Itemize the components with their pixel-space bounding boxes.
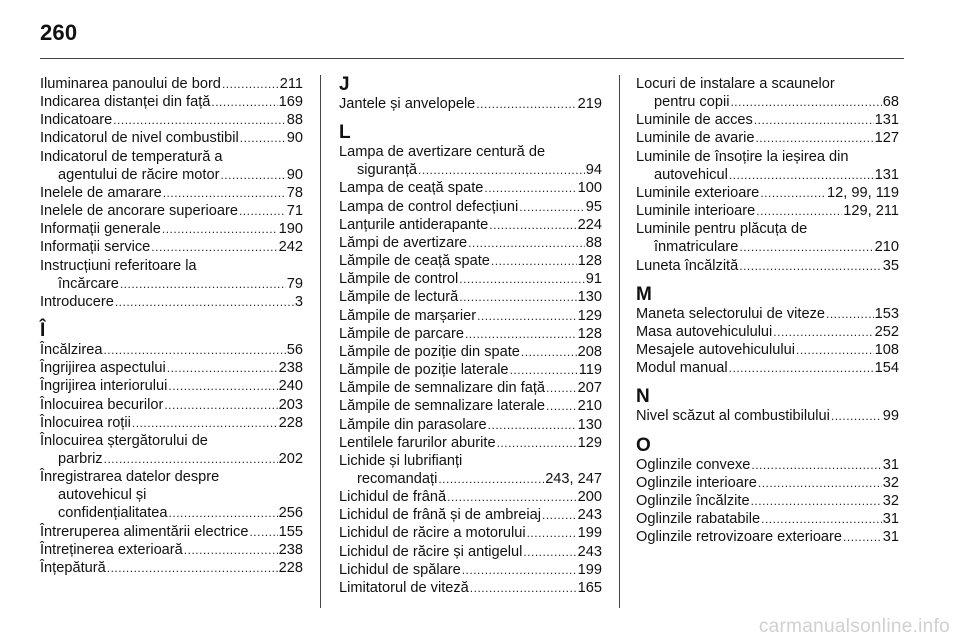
index-entry-page: 32: [882, 492, 899, 509]
dot-leader: [754, 111, 874, 129]
dot-leader: [843, 528, 882, 546]
index-entry-text: Înregistrarea datelor despre: [40, 469, 220, 486]
index-entry-text: Indicatorul de nivel combustibil: [40, 130, 239, 147]
column-divider: [320, 75, 321, 608]
index-entry: [339, 143, 602, 179]
dot-leader: [739, 257, 882, 275]
index-entry-page: 108: [874, 342, 899, 359]
index-entry-page: 31: [882, 529, 899, 546]
dot-leader: [462, 561, 577, 579]
index-entry-text: Lămpi de avertizare: [339, 234, 468, 251]
index-entry-page: 243, 247: [545, 470, 602, 487]
index-entry-text: confidențialitatea: [58, 505, 168, 522]
index-entry: [40, 220, 303, 238]
dot-leader: [107, 559, 278, 577]
index-entry: [40, 111, 303, 129]
dot-leader: [510, 361, 578, 379]
index-entry-text: agentului de răcire motor: [58, 166, 220, 183]
index-entry: [40, 468, 303, 522]
index-entry-page: 203: [278, 396, 303, 413]
index-entry-text: Iluminarea panoului de bord: [40, 76, 221, 92]
index-entry-text: Lichidul de răcire și antigelul: [339, 543, 523, 560]
dot-leader: [168, 377, 277, 395]
dot-leader: [164, 396, 277, 414]
index-entry-page: 208: [577, 343, 602, 360]
index-entry: [40, 148, 303, 184]
index-column-2: [339, 75, 602, 597]
index-entry-page: 199: [577, 525, 602, 542]
index-entry-page: 128: [577, 325, 602, 342]
index-entry-page: 56: [286, 342, 303, 359]
index-entry: [636, 75, 899, 111]
index-entry: [636, 184, 899, 202]
index-entry: [339, 434, 602, 452]
index-entry-text: încărcare: [58, 275, 119, 292]
dot-leader: [729, 166, 874, 184]
index-entry-text: siguranță: [357, 162, 418, 179]
index-entry: [636, 202, 899, 220]
dot-leader: [761, 510, 882, 528]
dot-leader: [418, 161, 585, 179]
index-letter-heading: Î: [40, 320, 46, 342]
index-entry-text: Oglinzile încălzite: [636, 492, 750, 509]
index-entry: [636, 407, 899, 425]
index-letter-heading: O: [636, 434, 651, 456]
index-entry: [40, 523, 303, 541]
index-entry-page: 12, 99, 119: [827, 184, 899, 201]
dot-leader: [758, 474, 882, 492]
dot-leader: [151, 238, 277, 256]
index-entry-page: 31: [882, 456, 899, 473]
index-entry-page: 200: [577, 489, 602, 506]
index-entry: [339, 216, 602, 234]
index-entry-text: Luminile de acces: [636, 112, 753, 129]
index-entry-page: 252: [874, 323, 899, 340]
dot-leader: [796, 341, 874, 359]
index-entry-text: Lămpile de marșarier: [339, 307, 477, 324]
header-rule: [40, 58, 904, 59]
index-entry-text: Indicatorul de temperatură a: [40, 148, 223, 165]
dot-leader: [826, 305, 874, 323]
index-entry-page: 199: [577, 561, 602, 578]
index-entry-page: 242: [278, 239, 303, 256]
dot-leader: [755, 129, 873, 147]
column-divider: [619, 75, 620, 608]
index-entry: [636, 129, 899, 147]
index-entry-page: 240: [278, 378, 303, 395]
index-entry: [40, 293, 303, 311]
dot-leader: [169, 504, 278, 522]
index-entry: [40, 202, 303, 220]
dot-leader: [739, 238, 873, 256]
index-entry-page: 79: [286, 275, 303, 292]
index-entry: [636, 456, 899, 474]
dot-leader: [527, 524, 577, 542]
dot-leader: [542, 506, 577, 524]
index-entry-page: 228: [278, 414, 303, 431]
index-entry: [40, 184, 303, 202]
dot-leader: [489, 216, 576, 234]
index-entry-page: 94: [585, 162, 602, 179]
index-entry-text: Lămpile de lectură: [339, 289, 459, 306]
dot-leader: [773, 323, 873, 341]
index-entry-page: 130: [577, 416, 602, 433]
index-entry-text: Modul manual: [636, 360, 728, 377]
index-entry-page: 91: [585, 271, 602, 288]
index-entry-page: 90: [286, 166, 303, 183]
index-entry-text: Jantele și anvelopele: [339, 96, 476, 112]
index-entry: [40, 129, 303, 147]
dot-leader: [459, 288, 576, 306]
dot-leader: [497, 434, 577, 452]
index-letter-heading: N: [636, 386, 650, 408]
index-entry-page: 35: [882, 257, 899, 274]
dot-leader: [521, 343, 577, 361]
dot-leader: [831, 407, 882, 425]
index-letter-heading: J: [339, 74, 350, 95]
index-entry-text: Maneta selectorului de viteze: [636, 305, 826, 322]
index-entry-text: Încălzirea: [40, 342, 103, 359]
index-entry-page: 71: [286, 203, 303, 220]
index-entry-page: 210: [874, 239, 899, 256]
index-entry: [339, 198, 602, 216]
dot-leader: [249, 523, 277, 541]
index-entry: [339, 452, 602, 488]
dot-leader: [459, 270, 585, 288]
dot-leader: [484, 179, 576, 197]
dot-leader: [488, 416, 577, 434]
index-entry: [636, 148, 899, 184]
index-entry-text: Oglinzile interioare: [636, 474, 757, 491]
index-entry: [339, 416, 602, 434]
dot-leader: [438, 470, 544, 488]
dot-leader: [476, 95, 576, 113]
index-entry-page: 3: [294, 293, 303, 310]
index-column-1: [40, 75, 303, 577]
dot-leader: [465, 325, 577, 343]
index-entry: [40, 93, 303, 111]
index-entry: [636, 492, 899, 510]
index-entry: [339, 524, 602, 542]
index-entry: [339, 307, 602, 325]
index-entry-text: Masa autovehiculului: [636, 323, 773, 340]
index-entry-text: Introducere: [40, 293, 114, 310]
index-entry-text: Lămpile de semnalizare laterale: [339, 398, 546, 415]
index-entry: [40, 396, 303, 414]
index-entry-page: 207: [577, 380, 602, 397]
dot-leader: [491, 252, 577, 270]
dot-leader: [240, 129, 286, 147]
index-entry-text: Luminile pentru plăcuța de: [636, 221, 808, 238]
index-entry-text: Informații generale: [40, 221, 161, 238]
index-entry-text: Luminile exterioare: [636, 184, 760, 201]
index-entry-text: Lămpile de parcare: [339, 325, 464, 342]
index-entry-page: 228: [278, 559, 303, 576]
dot-leader: [546, 379, 577, 397]
index-entry: [339, 379, 602, 397]
index-entry-text: Nivel scăzut al combustibilului: [636, 408, 830, 425]
index-entry: [40, 238, 303, 256]
dot-leader: [729, 359, 874, 377]
index-entry-text: Lampa de control defecțiuni: [339, 198, 519, 215]
dot-leader: [519, 198, 584, 216]
index-entry-text: Lămpile de poziție laterale: [339, 362, 509, 379]
dot-leader: [751, 492, 882, 510]
dot-leader: [751, 456, 881, 474]
index-entry: [339, 543, 602, 561]
dot-leader: [477, 307, 577, 325]
index-entry: [636, 341, 899, 359]
index-entry: [339, 579, 602, 597]
dot-leader: [239, 202, 286, 220]
index-entry-page: 129, 211: [843, 203, 899, 220]
index-entry-page: 88: [585, 234, 602, 251]
dot-leader: [103, 341, 285, 359]
index-entry-page: 153: [874, 305, 899, 322]
index-entry-page: 99: [882, 408, 899, 425]
index-entry-page: 210: [577, 398, 602, 415]
dot-leader: [760, 184, 826, 202]
index-entry-text: Lichide și lubrifianți: [339, 452, 463, 469]
index-entry-text: Lămpile de control: [339, 271, 459, 288]
index-entry-page: 190: [278, 221, 303, 238]
dot-leader: [115, 293, 294, 311]
index-entry-page: 219: [577, 96, 602, 112]
index-entry-text: Inelele de ancorare superioare: [40, 203, 238, 220]
index-entry-text: Lichidul de răcire a motorului: [339, 525, 526, 542]
index-entry-text: Luneta încălzită: [636, 257, 739, 274]
index-entry-text: Luminile de însoțire la ieșirea din: [636, 148, 849, 165]
dot-leader: [113, 111, 286, 129]
index-entry-text: Oglinzile rabatabile: [636, 510, 761, 527]
index-entry-text: parbriz: [58, 450, 103, 467]
index-entry: [40, 257, 303, 293]
index-entry: [40, 359, 303, 377]
index-entry-text: Inelele de amarare: [40, 184, 162, 201]
index-entry-text: Informații service: [40, 239, 151, 256]
index-entry: [339, 325, 602, 343]
index-entry-page: 130: [577, 289, 602, 306]
index-entry-text: Lentilele farurilor aburite: [339, 434, 496, 451]
index-entry: [339, 234, 602, 252]
index-entry: [339, 488, 602, 506]
index-entry-text: Luminile de avarie: [636, 130, 755, 147]
index-entry-page: 31: [882, 510, 899, 527]
index-entry: [339, 95, 602, 113]
dot-leader: [184, 541, 278, 559]
index-entry: [40, 541, 303, 559]
index-entry-page: 127: [874, 130, 899, 147]
index-entry-text: Întreținerea exterioară: [40, 541, 183, 558]
index-entry-text: Înțepătură: [40, 559, 106, 576]
index-entry-text: recomandați: [357, 470, 438, 487]
page-number: 260: [40, 20, 78, 45]
index-entry-page: 88: [286, 112, 303, 129]
dot-leader: [211, 93, 277, 111]
index-entry: [339, 397, 602, 415]
index-entry-text: Lanțurile antiderapante: [339, 216, 489, 233]
dot-leader: [132, 414, 278, 432]
index-column-3: [636, 75, 899, 546]
index-letter-heading: M: [636, 283, 652, 305]
index-entry-text: Lampa de ceață spate: [339, 180, 484, 197]
index-entry: [339, 270, 602, 288]
index-entry-text: Lămpile de semnalizare din față: [339, 380, 546, 397]
index-entry-text: Oglinzile convexe: [636, 456, 751, 473]
index-entry-text: Limitatorul de viteză: [339, 579, 469, 596]
index-entry-page: 211: [279, 76, 303, 92]
index-entry-page: 238: [278, 541, 303, 558]
dot-leader: [167, 359, 278, 377]
index-entry: [40, 432, 303, 468]
index-entry-text: Instrucțiuni referitoare la: [40, 257, 197, 274]
index-entry-text: autovehicul și: [58, 487, 147, 504]
dot-leader: [730, 93, 881, 111]
index-entry-page: 131: [874, 166, 899, 183]
index-entry: [636, 359, 899, 377]
index-entry-text: Indicarea distanței din față: [40, 94, 211, 111]
index-entry-text: Îngrijirea interiorului: [40, 378, 168, 395]
index-entry-text: autovehicul: [654, 166, 728, 183]
index-entry: [339, 343, 602, 361]
index-entry-text: Locuri de instalare a scaunelor: [636, 76, 835, 92]
dot-leader: [546, 397, 577, 415]
index-entry: [636, 305, 899, 323]
index-entry-text: Lămpile de poziție din spate: [339, 343, 520, 360]
index-entry-text: Lichidul de spălare: [339, 561, 461, 578]
index-entry: [636, 111, 899, 129]
index-entry: [339, 506, 602, 524]
dot-leader: [523, 543, 576, 561]
index-entry-page: 129: [577, 434, 602, 451]
index-entry: [339, 561, 602, 579]
index-entry-page: 95: [585, 198, 602, 215]
index-entry-page: 131: [874, 112, 899, 129]
index-entry: [636, 220, 899, 256]
index-entry-page: 129: [577, 307, 602, 324]
index-entry: [40, 377, 303, 395]
dot-leader: [468, 234, 585, 252]
index-entry: [40, 341, 303, 359]
index-entry-page: 165: [577, 579, 602, 596]
index-entry-text: Îngrijirea aspectului: [40, 360, 166, 377]
index-entry-page: 154: [874, 360, 899, 377]
index-entry-text: Înlocuirea ștergătorului de: [40, 432, 208, 449]
index-entry-page: 243: [577, 543, 602, 560]
index-entry: [636, 528, 899, 546]
index-entry: [40, 75, 303, 93]
dot-leader: [162, 220, 278, 238]
index-entry: [339, 179, 602, 197]
index-entry: [636, 323, 899, 341]
index-entry-page: 128: [577, 253, 602, 270]
index-entry-text: Mesajele autovehiculului: [636, 342, 796, 359]
index-entry-page: 100: [577, 180, 602, 197]
watermark-text: carmanualsonline.info: [758, 616, 950, 637]
index-letter-heading: L: [339, 122, 351, 144]
index-entry-text: Indicatoare: [40, 112, 113, 129]
index-entry-page: 78: [286, 184, 303, 201]
dot-leader: [220, 166, 285, 184]
index-entry-page: 155: [278, 523, 303, 540]
index-entry-text: Înlocuirea becurilor: [40, 396, 164, 413]
index-entry-text: Lichidul de frână: [339, 489, 447, 506]
index-entry-text: Luminile interioare: [636, 203, 756, 220]
index-entry-page: 243: [577, 507, 602, 524]
index-entry-text: Oglinzile retrovizoare exterioare: [636, 529, 843, 546]
index-entry-text: Lămpile din parasolare: [339, 416, 487, 433]
index-entry-page: 224: [577, 216, 602, 233]
index-entry: [40, 559, 303, 577]
index-entry-page: 90: [286, 130, 303, 147]
dot-leader: [447, 488, 577, 506]
index-entry-page: 256: [278, 505, 303, 522]
dot-leader: [222, 75, 279, 93]
index-entry: [339, 252, 602, 270]
index-entry-text: Lichidul de frână și de ambreiaj: [339, 507, 541, 524]
index-entry-page: 169: [278, 94, 303, 111]
index-entry-text: Înlocuirea roții: [40, 414, 131, 431]
index-entry: [40, 414, 303, 432]
index-entry: [339, 288, 602, 306]
index-entry-text: Întreruperea alimentării electrice: [40, 523, 249, 540]
index-entry: [636, 510, 899, 528]
index-entry-page: 68: [882, 94, 899, 111]
dot-leader: [756, 202, 842, 220]
index-entry: [339, 361, 602, 379]
index-entry-page: 238: [278, 360, 303, 377]
index-entry: [636, 474, 899, 492]
index-entry-text: pentru copii: [654, 94, 730, 111]
index-entry: [636, 257, 899, 275]
dot-leader: [120, 275, 286, 293]
index-entry-page: 202: [278, 450, 303, 467]
index-entry-text: Lămpile de ceață spate: [339, 253, 490, 270]
index-entry-page: 32: [882, 474, 899, 491]
index-entry-text: Lampa de avertizare centură de: [339, 144, 546, 161]
dot-leader: [104, 450, 278, 468]
index-entry-text: înmatriculare: [654, 239, 739, 256]
dot-leader: [163, 184, 286, 202]
dot-leader: [470, 579, 577, 597]
index-entry-page: 119: [578, 362, 602, 379]
